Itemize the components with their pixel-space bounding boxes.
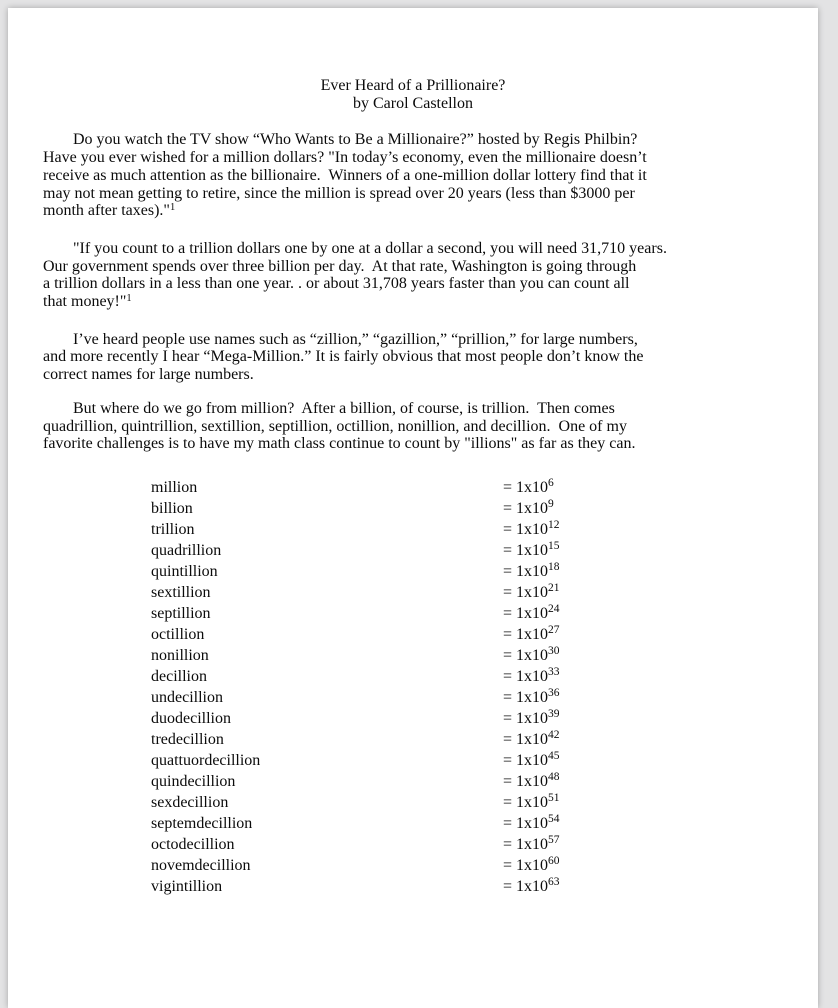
list-row (43, 708, 783, 729)
document-page (8, 8, 818, 1008)
page-content (43, 77, 783, 897)
text-line (43, 202, 783, 222)
page-title: Ever Heard of a Prillionaire? (320, 77, 506, 94)
value-prefix: = 1x10 (503, 688, 549, 706)
exponent-superscript: 42 (548, 729, 560, 742)
exponent-superscript: 18 (548, 561, 560, 574)
text-line: But where do we go from million? After a billion, of course, is trillion. Then comes (73, 399, 615, 417)
text-line: Do you watch the TV show “Who Wants to Be a Millionaire?” hosted by Regis Philbin? (73, 131, 638, 149)
text-line: and more recently I hear “Mega-Million.” It is fairly obvious that most people don’t know the (43, 348, 644, 366)
paragraph-1 (43, 131, 783, 222)
list-row (43, 477, 783, 498)
exponent-superscript: 60 (548, 855, 560, 868)
paragraph-2 (43, 240, 783, 313)
value-prefix: = 1x10 (503, 499, 549, 517)
exponent-superscript: 12 (548, 519, 560, 532)
text-line: Our government spends over three billion per day. At that rate, Washington is going through (43, 257, 637, 275)
list-row (43, 834, 783, 855)
text-line: "If you count to a trillion dollars one by one at a dollar a second, you will need 31,710 years. (73, 239, 667, 257)
text-line: may not mean getting to retire, since the million is spread over 20 years (less than $3000 per (43, 184, 635, 202)
exponent-superscript: 33 (548, 666, 560, 679)
number-value (503, 729, 560, 752)
footnote-marker: 1 (126, 292, 132, 304)
value-prefix: = 1x10 (503, 541, 549, 559)
number-value (503, 477, 554, 500)
list-row (43, 729, 783, 750)
text-line: I’ve heard people use names such as “zillion,” “gazillion,” “prillion,” for large numbers, (73, 330, 638, 348)
number-value (503, 855, 560, 878)
exponent-superscript: 6 (548, 477, 554, 490)
number-value (503, 876, 560, 899)
number-name: trillion (151, 520, 195, 538)
text-line: Have you ever wished for a million dollars? "In today’s economy, even the millionaire doesn’t (43, 149, 647, 167)
number-value (503, 687, 560, 710)
text-line: receive as much attention as the billionaire. Winners of a one-million dollar lottery find that it (43, 166, 647, 184)
number-name: novemdecillion (151, 856, 251, 874)
number-value (503, 792, 560, 815)
text-line: favorite challenges is to have my math class continue to count by "illions" as far as they can. (43, 435, 636, 453)
number-name: nonillion (151, 646, 209, 664)
illions-list (43, 477, 783, 897)
value-prefix: = 1x10 (503, 856, 549, 874)
number-value (503, 771, 560, 794)
list-row (43, 540, 783, 561)
list-row (43, 813, 783, 834)
number-name: sextillion (151, 583, 211, 601)
value-prefix: = 1x10 (503, 835, 549, 853)
number-name: vigintillion (151, 877, 223, 895)
exponent-superscript: 15 (548, 540, 560, 553)
exponent-superscript: 54 (548, 813, 560, 826)
list-row (43, 561, 783, 582)
list-row (43, 666, 783, 687)
exponent-superscript: 36 (548, 687, 560, 700)
list-row (43, 603, 783, 624)
number-name: billion (151, 499, 193, 517)
number-name: million (151, 478, 198, 496)
exponent-superscript: 48 (548, 771, 560, 784)
value-prefix: = 1x10 (503, 604, 549, 622)
number-value (503, 540, 560, 563)
list-row (43, 519, 783, 540)
exponent-superscript: 63 (548, 876, 560, 889)
value-prefix: = 1x10 (503, 520, 549, 538)
paragraph-4 (43, 400, 783, 453)
number-value (503, 603, 560, 626)
text-line: a trillion dollars in a less than one year. . or about 31,708 years faster than you can count all (43, 275, 630, 293)
number-value (503, 624, 560, 647)
list-row (43, 498, 783, 519)
value-prefix: = 1x10 (503, 772, 549, 790)
exponent-superscript: 45 (548, 750, 560, 763)
list-row (43, 687, 783, 708)
number-value (503, 750, 560, 773)
number-name: undecillion (151, 688, 223, 706)
number-name: septillion (151, 604, 211, 622)
exponent-superscript: 21 (548, 582, 560, 595)
exponent-superscript: 9 (548, 498, 554, 511)
list-row (43, 645, 783, 666)
number-name: quattuordecillion (151, 751, 261, 769)
value-prefix: = 1x10 (503, 814, 549, 832)
list-row (43, 624, 783, 645)
exponent-superscript: 51 (548, 792, 560, 805)
value-prefix: = 1x10 (503, 751, 549, 769)
text-line: quadrillion, quintrillion, sextillion, septillion, octillion, nonillion, and decillion. One of my (43, 417, 627, 435)
exponent-superscript: 39 (548, 708, 560, 721)
number-value (503, 813, 560, 836)
list-row (43, 771, 783, 792)
number-value (503, 666, 560, 689)
exponent-superscript: 24 (548, 603, 560, 616)
value-prefix: = 1x10 (503, 709, 549, 727)
value-prefix: = 1x10 (503, 583, 549, 601)
value-prefix: = 1x10 (503, 478, 549, 496)
number-name: quintillion (151, 562, 218, 580)
exponent-superscript: 57 (548, 834, 560, 847)
paragraph-3 (43, 331, 783, 384)
number-value (503, 498, 554, 521)
text-line-text: that money!" (43, 293, 127, 311)
number-name: quindecillion (151, 772, 236, 790)
number-value (503, 561, 560, 584)
footnote-marker: 1 (169, 201, 176, 213)
list-row (43, 582, 783, 603)
title-block (43, 77, 783, 112)
number-name: tredecillion (151, 730, 224, 748)
text-line: correct names for large numbers. (43, 366, 254, 384)
value-prefix: = 1x10 (503, 625, 549, 643)
number-name: quadrillion (151, 541, 222, 559)
list-row (43, 855, 783, 876)
number-name: septemdecillion (151, 814, 253, 832)
number-name: decillion (151, 667, 207, 685)
number-value (503, 519, 560, 542)
number-name: octodecillion (151, 835, 235, 853)
value-prefix: = 1x10 (503, 793, 549, 811)
list-row (43, 876, 783, 897)
value-prefix: = 1x10 (503, 562, 549, 580)
text-line (43, 293, 783, 313)
number-value (503, 708, 560, 731)
number-name: sexdecillion (151, 793, 229, 811)
number-value (503, 582, 560, 605)
number-name: duodecillion (151, 709, 231, 727)
value-prefix: = 1x10 (503, 667, 549, 685)
exponent-superscript: 30 (548, 645, 560, 658)
number-value (503, 645, 560, 668)
number-name: octillion (151, 625, 205, 643)
value-prefix: = 1x10 (503, 730, 549, 748)
text-line-text: month after taxes)." (43, 202, 170, 220)
list-row (43, 792, 783, 813)
list-row (43, 750, 783, 771)
value-prefix: = 1x10 (503, 877, 549, 895)
byline: by Carol Castellon (353, 94, 473, 112)
exponent-superscript: 27 (548, 624, 560, 637)
value-prefix: = 1x10 (503, 646, 549, 664)
number-value (503, 834, 560, 857)
